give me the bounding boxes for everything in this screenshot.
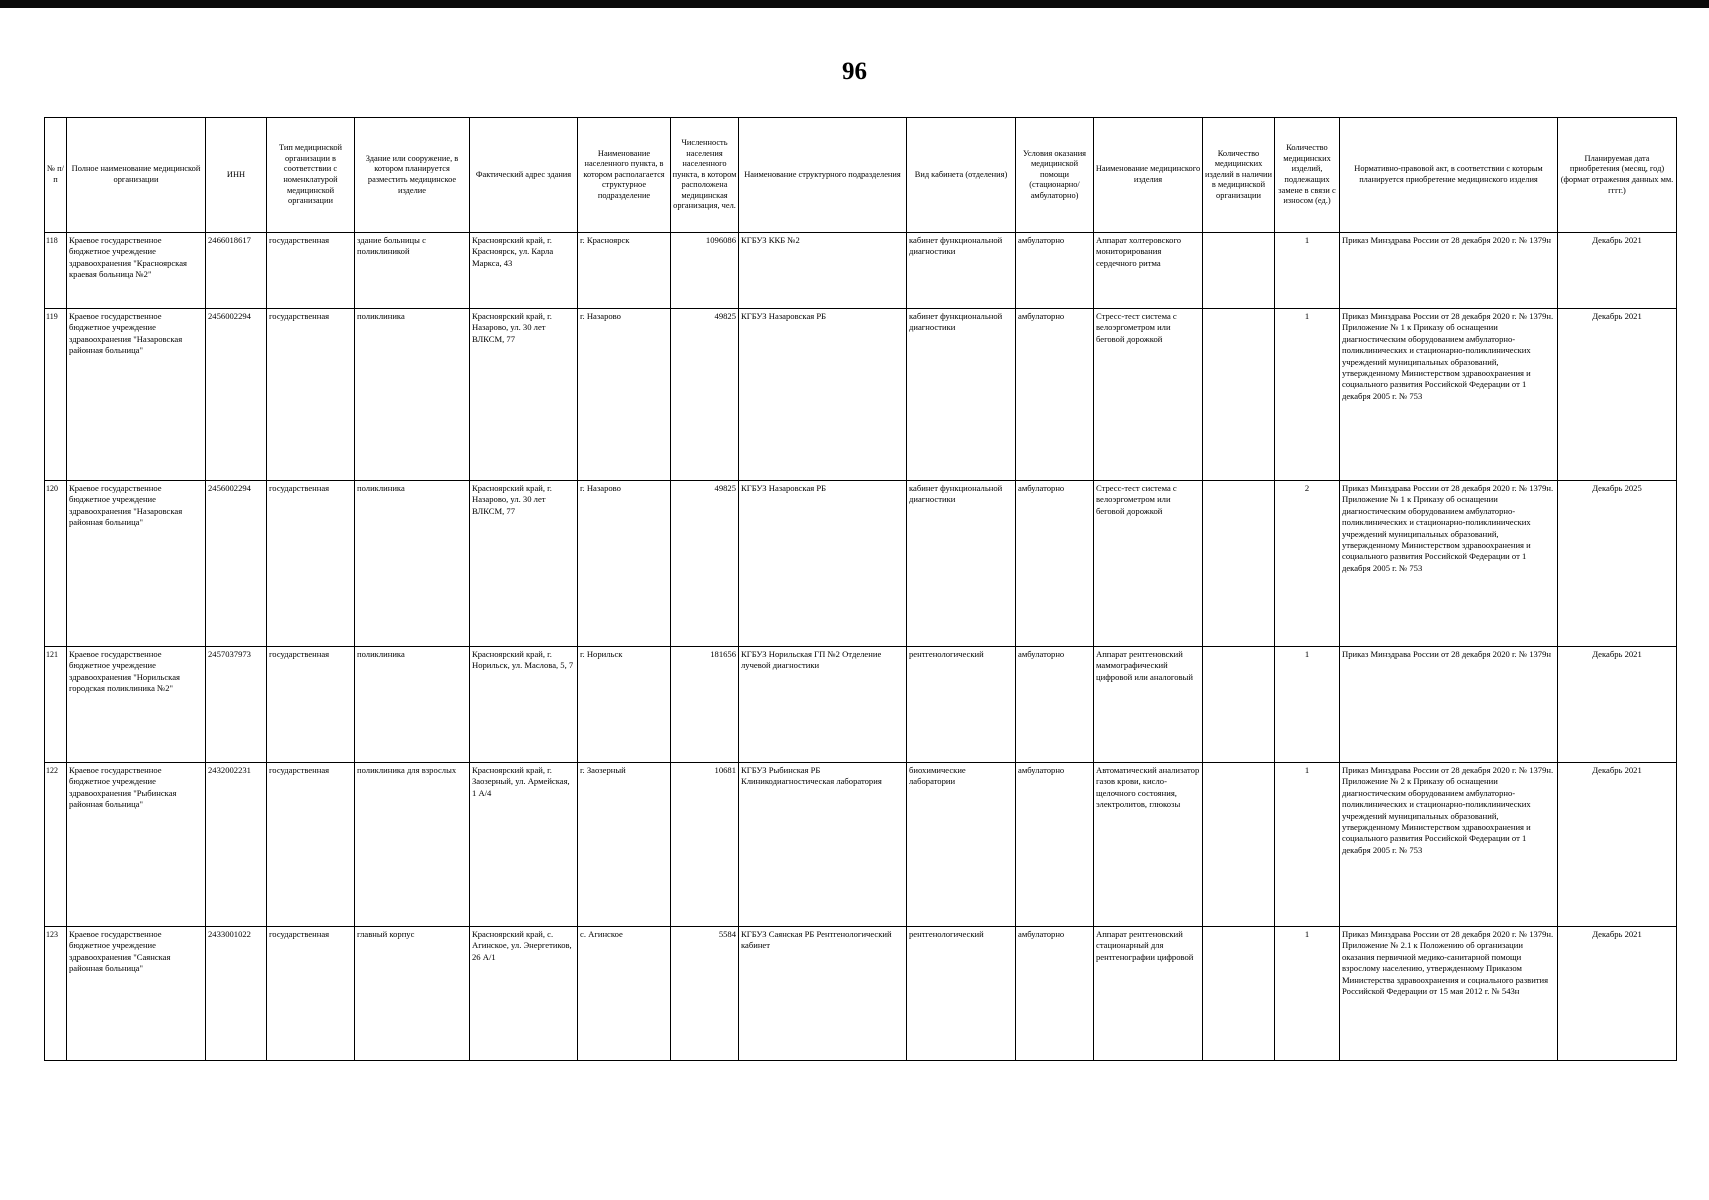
cell-org-name: Краевое государственное бюджетное учреждение здравоохранения "Красноярская краевая больница №2" [67, 233, 206, 309]
cell-locality: с. Агинское [578, 927, 671, 1061]
table-header-row [45, 118, 1677, 233]
cell-replace: 1 [1275, 309, 1340, 481]
cell-legal-act: Приказ Минздрава России от 28 декабря 2020 г. № 1379н [1340, 233, 1558, 309]
cell-locality: г. Норильск [578, 647, 671, 763]
cell-org-name: Краевое государственное бюджетное учреждение здравоохранения "Норильская городская поликлиника №2" [67, 647, 206, 763]
table-row [45, 309, 1677, 481]
cell-inn: 2466018617 [206, 233, 267, 309]
cell-room-type: рентгенологический [907, 927, 1016, 1061]
cell-date: Декабрь 2021 [1558, 233, 1677, 309]
col-header-conditions: Условия оказания медицинской помощи (стационарно/ амбулаторно) [1016, 118, 1094, 233]
cell-building: поликлиника [355, 481, 470, 647]
col-header-device: Наименование медицинского изделия [1094, 118, 1203, 233]
cell-population: 5584 [671, 927, 739, 1061]
cell-room-type: кабинет функциональной диагностики [907, 481, 1016, 647]
cell-device: Аппарат холтеровского мониторирования сердечного ритма [1094, 233, 1203, 309]
cell-number: 118 [45, 233, 67, 309]
cell-locality: г. Назарово [578, 309, 671, 481]
table-row [45, 927, 1677, 1061]
cell-device: Аппарат рентгеновский стационарный для рентгенографии цифровой [1094, 927, 1203, 1061]
cell-address: Красноярский край, г. Назарово, ул. 30 лет ВЛКСМ, 77 [470, 481, 578, 647]
cell-unit: КГБУЗ Саянская РБ Рентгенологический кабинет [739, 927, 907, 1061]
cell-in-stock [1203, 309, 1275, 481]
cell-conditions: амбулаторно [1016, 233, 1094, 309]
cell-number: 123 [45, 927, 67, 1061]
cell-unit: КГБУЗ Назаровская РБ [739, 481, 907, 647]
cell-population: 49825 [671, 309, 739, 481]
cell-inn: 2432002231 [206, 763, 267, 927]
cell-org-type: государственная [267, 233, 355, 309]
cell-replace: 1 [1275, 927, 1340, 1061]
page-number: 96 [842, 58, 867, 85]
cell-number: 119 [45, 309, 67, 481]
cell-in-stock [1203, 647, 1275, 763]
cell-inn: 2457037973 [206, 647, 267, 763]
col-header-legal-act: Нормативно-правовой акт, в соответствии с которым планируется приобретение медицинского изделия [1340, 118, 1558, 233]
table-row [45, 233, 1677, 309]
cell-conditions: амбулаторно [1016, 481, 1094, 647]
cell-building: поликлиника [355, 309, 470, 481]
cell-legal-act: Приказ Минздрава России от 28 декабря 2020 г. № 1379н. Приложение № 2 к Приказу об оснащении диагностическим оборудованием амбулаторно-поликлинических и стационарно-поликлинических учреждений муниципальных образований, утвержденному Министерством здравоохранения и социального развития Российской Федерации от 1 декабря 2005 г. № 753 [1340, 763, 1558, 927]
cell-replace: 1 [1275, 763, 1340, 927]
cell-in-stock [1203, 927, 1275, 1061]
cell-replace: 1 [1275, 233, 1340, 309]
cell-date: Декабрь 2021 [1558, 927, 1677, 1061]
cell-legal-act: Приказ Минздрава России от 28 декабря 2020 г. № 1379н. Приложение № 1 к Приказу об оснащении диагностическим оборудованием амбулаторно-поликлинических и стационарно-поликлинических учреждений муниципальных образований, утвержденному Министерством здравоохранения и социального развития Российской Федерации от 1 декабря 2005 г. № 753 [1340, 309, 1558, 481]
table-row [45, 481, 1677, 647]
col-header-in-stock: Количество медицинских изделий в наличии в медицинской организации [1203, 118, 1275, 233]
cell-building: здание больницы с поликлиникой [355, 233, 470, 309]
cell-population: 10681 [671, 763, 739, 927]
cell-device: Стресс-тест система с велоэргометром или беговой дорожкой [1094, 481, 1203, 647]
cell-room-type: кабинет функциональной диагностики [907, 309, 1016, 481]
cell-in-stock [1203, 233, 1275, 309]
col-header-org-name: Полное наименование медицинской организации [67, 118, 206, 233]
cell-org-name: Краевое государственное бюджетное учреждение здравоохранения "Рыбинская районная больница" [67, 763, 206, 927]
cell-org-type: государственная [267, 309, 355, 481]
cell-conditions: амбулаторно [1016, 763, 1094, 927]
cell-legal-act: Приказ Минздрава России от 28 декабря 2020 г. № 1379н. Приложение № 2.1 к Положению об организации оказания первичной медико-санитарной помощи взрослому населению, утвержденному Приказом Министерства здравоохранения и социального развития Российской Федерации от 15 мая 2012 г. № 543н [1340, 927, 1558, 1061]
cell-population: 1096086 [671, 233, 739, 309]
col-header-inn: ИНН [206, 118, 267, 233]
cell-building: поликлиника [355, 647, 470, 763]
cell-org-name: Краевое государственное бюджетное учреждение здравоохранения "Саянская районная больница" [67, 927, 206, 1061]
cell-inn: 2456002294 [206, 309, 267, 481]
table-row [45, 647, 1677, 763]
cell-org-type: государственная [267, 927, 355, 1061]
cell-population: 181656 [671, 647, 739, 763]
cell-number: 120 [45, 481, 67, 647]
cell-unit: КГБУЗ Назаровская РБ [739, 309, 907, 481]
cell-address: Красноярский край, г. Красноярск, ул. Карла Маркса, 43 [470, 233, 578, 309]
cell-replace: 1 [1275, 647, 1340, 763]
cell-device: Стресс-тест система с велоэргометром или беговой дорожкой [1094, 309, 1203, 481]
cell-org-type: государственная [267, 647, 355, 763]
scan-top-border [0, 0, 1709, 8]
cell-date: Декабрь 2021 [1558, 763, 1677, 927]
cell-number: 121 [45, 647, 67, 763]
cell-address: Красноярский край, г. Норильск, ул. Маслова, 5, 7 [470, 647, 578, 763]
cell-unit: КГБУЗ ККБ №2 [739, 233, 907, 309]
cell-unit: КГБУЗ Рыбинская РБ Клиникодиагностическая лаборатория [739, 763, 907, 927]
cell-address: Красноярский край, с. Агинское, ул. Энергетиков, 26 А/1 [470, 927, 578, 1061]
cell-device: Аппарат рентгеновский маммографический цифровой или аналоговый [1094, 647, 1203, 763]
cell-room-type: биохимические лаборатории [907, 763, 1016, 927]
cell-date: Декабрь 2021 [1558, 647, 1677, 763]
medical-equipment-table [44, 117, 1677, 1061]
cell-population: 49825 [671, 481, 739, 647]
col-header-room-type: Вид кабинета (отделения) [907, 118, 1016, 233]
cell-device: Автоматический анализатор газов крови, кисло-щелочного состояния, электролитов, глюкозы [1094, 763, 1203, 927]
cell-conditions: амбулаторно [1016, 927, 1094, 1061]
col-header-building: Здание или сооружение, в котором планируется разместить медицинское изделие [355, 118, 470, 233]
equipment-table-wrapper [44, 117, 1677, 1061]
col-header-replace: Количество медицинских изделий, подлежащих замене в связи с износом (ед.) [1275, 118, 1340, 233]
cell-room-type: кабинет функциональной диагностики [907, 233, 1016, 309]
cell-address: Красноярский край, г. Заозерный, ул. Армейская, 1 А/4 [470, 763, 578, 927]
col-header-locality: Наименование населенного пункта, в котором располагается структурное подразделение [578, 118, 671, 233]
cell-in-stock [1203, 763, 1275, 927]
table-row [45, 763, 1677, 927]
cell-date: Декабрь 2025 [1558, 481, 1677, 647]
cell-date: Декабрь 2021 [1558, 309, 1677, 481]
col-header-org-type: Тип медицинской организации в соответствии с номенклатурой медицинской организации [267, 118, 355, 233]
cell-org-name: Краевое государственное бюджетное учреждение здравоохранения "Назаровская районная больница" [67, 481, 206, 647]
cell-org-name: Краевое государственное бюджетное учреждение здравоохранения "Назаровская районная больница" [67, 309, 206, 481]
cell-room-type: рентгенологический [907, 647, 1016, 763]
cell-in-stock [1203, 481, 1275, 647]
cell-inn: 2456002294 [206, 481, 267, 647]
col-header-number: № п/п [45, 118, 67, 233]
cell-locality: г. Назарово [578, 481, 671, 647]
col-header-population: Численность населения населенного пункта, в котором расположена медицинская организация, чел. [671, 118, 739, 233]
cell-conditions: амбулаторно [1016, 647, 1094, 763]
cell-number: 122 [45, 763, 67, 927]
cell-replace: 2 [1275, 481, 1340, 647]
cell-locality: г. Заозерный [578, 763, 671, 927]
cell-conditions: амбулаторно [1016, 309, 1094, 481]
col-header-unit: Наименование структурного подразделения [739, 118, 907, 233]
cell-building: поликлиника для взрослых [355, 763, 470, 927]
cell-address: Красноярский край, г. Назарово, ул. 30 лет ВЛКСМ, 77 [470, 309, 578, 481]
cell-legal-act: Приказ Минздрава России от 28 декабря 2020 г. № 1379н. Приложение № 1 к Приказу об оснащении диагностическим оборудованием амбулаторно-поликлинических и стационарно-поликлинических учреждений муниципальных образований, утвержденному Министерством здравоохранения и социального развития Российской Федерации от 1 декабря 2005 г. № 753 [1340, 481, 1558, 647]
cell-locality: г. Красноярск [578, 233, 671, 309]
col-header-address: Фактический адрес здания [470, 118, 578, 233]
cell-inn: 2433001022 [206, 927, 267, 1061]
col-header-date: Планируемая дата приобретения (месяц, год) (формат отражения данных мм. гггг.) [1558, 118, 1677, 233]
cell-legal-act: Приказ Минздрава России от 28 декабря 2020 г. № 1379н [1340, 647, 1558, 763]
cell-unit: КГБУЗ Норильская ГП №2 Отделение лучевой диагностики [739, 647, 907, 763]
cell-org-type: государственная [267, 481, 355, 647]
cell-org-type: государственная [267, 763, 355, 927]
cell-building: главный корпус [355, 927, 470, 1061]
